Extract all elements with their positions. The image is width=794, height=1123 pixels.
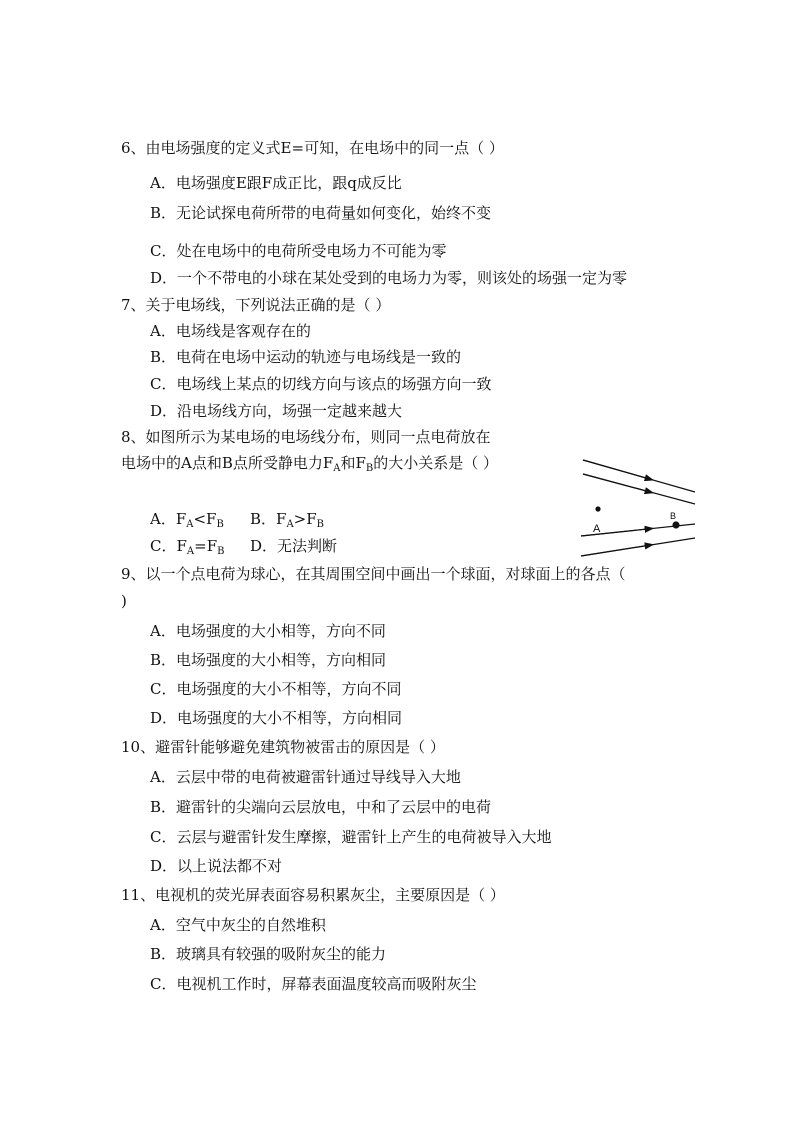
q7-option-d: D．沿电场线方向，场强一定越来越大 (150, 402, 403, 420)
q7-option-b: B．电荷在电场中运动的轨迹与电场线是一致的 (150, 348, 462, 366)
q8-option-b: B．$F_A>F_B$ (250, 510, 325, 530)
point-a (595, 506, 600, 511)
q9-option-c: C．电场强度的大小不相等，方向不同 (150, 680, 402, 698)
label-b: B (670, 511, 677, 521)
q9-stem-line2: ) (121, 592, 127, 610)
subscript: B (365, 463, 374, 474)
q11-stem: 11、电视机的荧光屏表面容易积累灰尘，主要原因是（ ） (121, 886, 505, 904)
q6-option-d: D．一个不带电的小球在某处受到的电场力为零，则该处的场强一定为零 (150, 269, 628, 287)
subscript: A (286, 519, 294, 530)
q8-option-d: D．无法判断 (250, 537, 338, 555)
q10-option-c: C．云层与避雷针发生摩擦，避雷针上产生的电荷被导入大地 (150, 828, 552, 846)
q8-stem-line2: 电场中的A点和B点所受静电力$F_A$和$F_B$的大小关系是（ ） (121, 454, 499, 474)
point-b (672, 521, 679, 528)
subscript: A (186, 546, 195, 557)
subscript: A (333, 463, 341, 474)
q11-option-c: C．电视机工作时，屏幕表面温度较高而吸附灰尘 (150, 975, 477, 993)
q9-stem-line1: 9、以一个点电荷为球心，在其周围空间中画出一个球面，对球面上的各点（ (121, 565, 626, 583)
q7-option-c: C．电场线上某点的切线方向与该点的场强方向一致 (150, 375, 492, 393)
q10-stem: 10、避雷针能够避免建筑物被雷击的原因是（ ） (121, 738, 445, 756)
q8-stem-line1: 8、如图所示为某电场的电场线分布，则同一点电荷放在 (121, 428, 491, 446)
subscript: A (186, 519, 194, 530)
q11-option-a: A．空气中灰尘的自然堆积 (150, 916, 326, 934)
subscript: B (216, 519, 224, 530)
q9-option-b: B．电场强度的大小相等，方向相同 (150, 651, 387, 669)
subscript: B (316, 519, 325, 530)
q9-option-d: D．电场强度的大小不相等，方向相同 (150, 709, 403, 727)
field-line-arrow (581, 545, 653, 556)
q6-option-c: C．处在电场中的电荷所受电场力不可能为零 (150, 242, 447, 260)
q6-stem: 6、由电场强度的定义式E=可知，在电场中的同一点（ ） (121, 139, 504, 157)
q10-option-a: A．云层中带的电荷被避雷针通过导线导入大地 (150, 768, 461, 786)
q8-option-a: A．$F_A<F_B$ (150, 510, 224, 530)
q6-option-a: A．电场强度E跟F成正比，跟q成反比 (150, 174, 402, 192)
q7-option-a: A．电场线是客观存在的 (150, 322, 311, 340)
field-line-arrow (581, 528, 653, 536)
q7-stem: 7、关于电场线，下列说法正确的是（ ） (121, 296, 391, 314)
subscript: B (217, 546, 225, 557)
q6-option-b: B．无论试探电荷所带的电荷量如何变化，始终不变 (150, 204, 492, 222)
electric-field-diagram (575, 452, 700, 562)
label-a: A (593, 523, 601, 535)
q8-option-c: C．$F_A=F_B$ (150, 537, 225, 557)
q10-option-d: D．以上说法都不对 (150, 857, 283, 875)
q11-option-b: B．玻璃具有较强的吸附灰尘的能力 (150, 945, 387, 963)
q10-option-b: B．避雷针的尖端向云层放电，中和了云层中的电荷 (150, 798, 492, 816)
q9-option-a: A．电场强度的大小相等，方向不同 (150, 622, 386, 640)
